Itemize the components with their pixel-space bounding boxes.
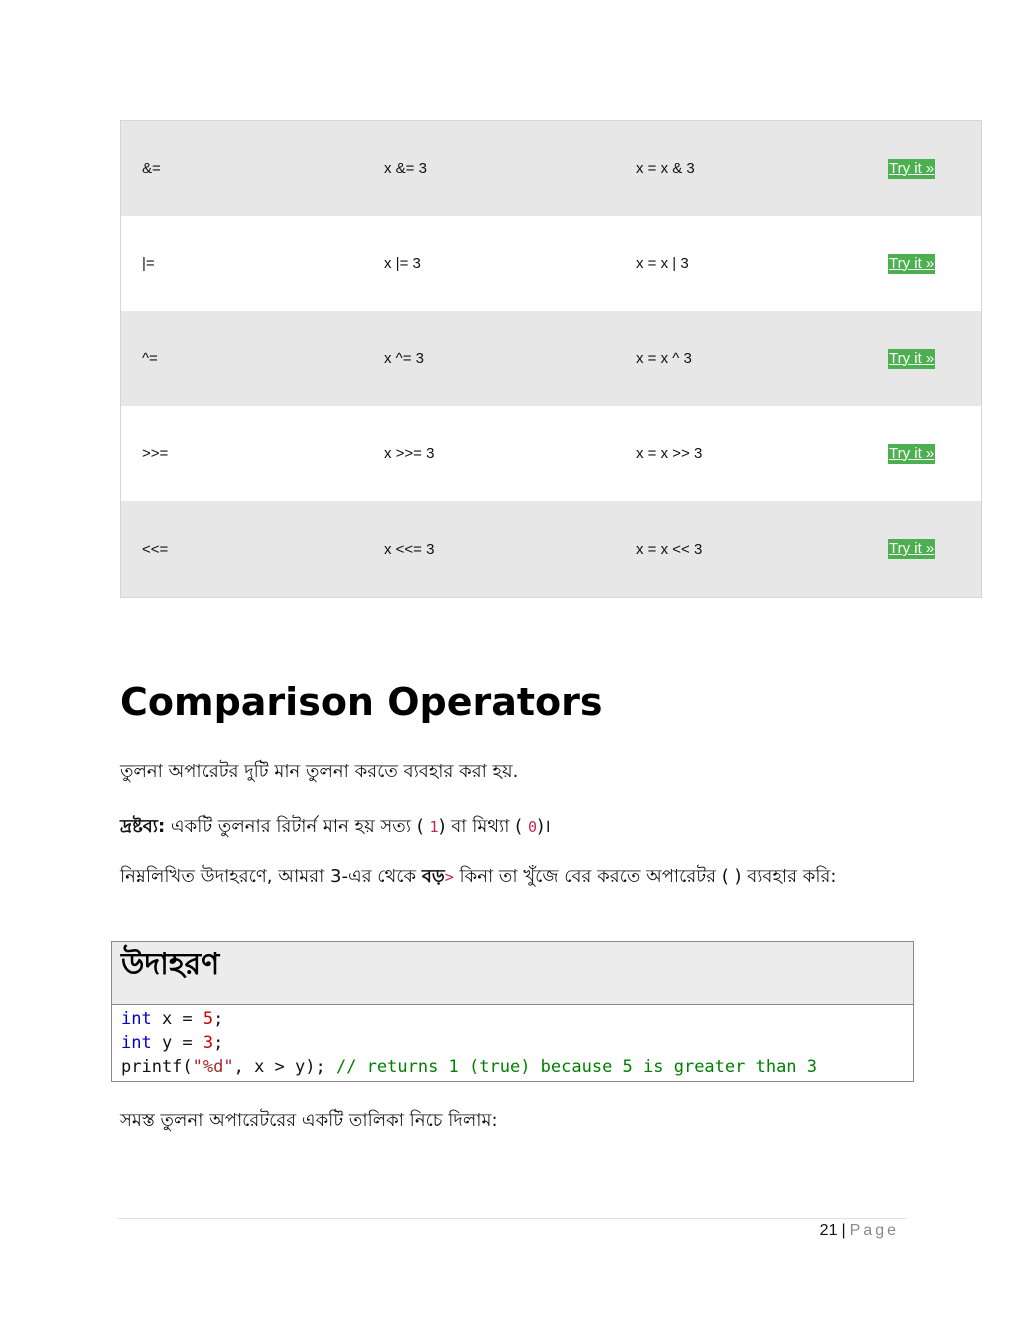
try-it-button[interactable]: Try it » [889,254,935,272]
page-label: Page [849,1222,899,1239]
example-intro-text: নিম্নলিখিত উদাহরণে, আমরা 3-এর থেকে [120,866,422,887]
operator-cell: >>= [142,445,169,462]
operator-cell: &= [142,160,161,177]
note-label: দ্রষ্টব্য: [120,816,166,837]
example-heading: উদাহরণ [112,942,913,1005]
section-title: Comparison Operators [120,680,603,724]
code-line: int x = 5; [121,1009,224,1029]
try-it-button[interactable]: Try it » [889,159,935,177]
example-cell: x <<= 3 [384,540,435,558]
example-cell: x |= 3 [384,255,421,272]
note-text: ) বা মিথ্যা ( [438,816,528,837]
table-row [121,121,981,216]
same-as-cell: x = x & 3 [636,160,695,177]
note-text: একটি তুলনার রিটার্ন মান হয় সত্য ( [165,816,430,837]
same-as-cell: x = x << 3 [636,540,703,558]
operator-cell: ^= [142,350,158,367]
operator-cell: <<= [142,540,169,558]
try-it-button[interactable]: Try it » [889,349,935,367]
same-as-cell: x = x | 3 [636,255,689,272]
table-row [121,311,981,406]
page-number: 21 [819,1222,838,1239]
footer-divider [118,1218,906,1219]
greater-than-operator: > [444,868,454,886]
table-row [121,406,981,501]
example-cell: x &= 3 [384,160,427,177]
try-it-button[interactable]: Try it » [889,444,935,462]
false-value: 0 [527,818,537,836]
operator-cell: |= [142,255,155,272]
note-paragraph [120,812,551,843]
example-intro-text: কিনা তা খুঁজে বের করতে অপারেটর ( ) ব্যবহার করি: [453,866,837,887]
example-box [111,941,914,1082]
intro-paragraph: তুলনা অপারেটর দুটি মান তুলনা করতে ব্যবহার করা হয়. [120,761,519,782]
operators-table [120,120,982,598]
code-block [112,1005,913,1079]
code-line: printf("%d", x > y); // returns 1 (true) because 5 is greater than 3 [121,1057,818,1077]
true-value: 1 [429,818,439,836]
note-text: )। [536,816,551,837]
example-cell: x >>= 3 [384,445,435,462]
bold-term: বড় [421,866,445,887]
example-intro-paragraph [120,864,900,890]
try-it-button[interactable]: Try it » [889,540,935,557]
same-as-cell: x = x >> 3 [636,445,703,462]
footer-separator: | [841,1222,846,1239]
code-line: int y = 3; [121,1033,224,1053]
table-row [121,501,981,597]
table-row [121,216,981,311]
example-cell: x ^= 3 [384,350,424,367]
page-footer [820,1222,899,1240]
same-as-cell: x = x ^ 3 [636,350,692,367]
list-intro-paragraph: সমস্ত তুলনা অপারেটরের একটি তালিকা নিচে দিলাম: [120,1110,498,1131]
